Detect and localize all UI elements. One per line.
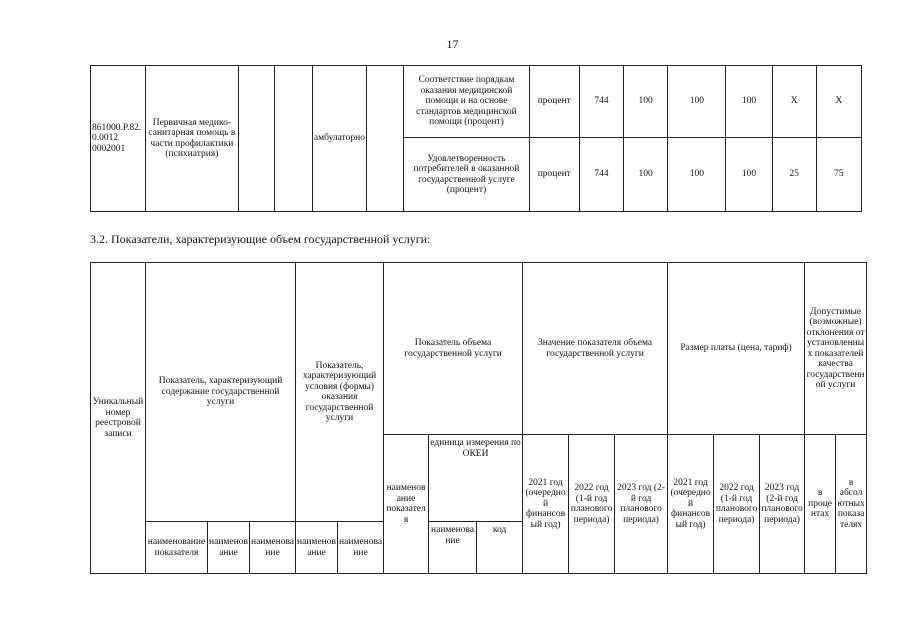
deviation-percent: X	[772, 66, 816, 138]
empty-cell	[274, 66, 312, 212]
sub-conditions-name-1: наименование	[296, 522, 338, 574]
value-2021: 100	[624, 138, 668, 212]
sub-unit-code: код	[477, 522, 523, 574]
sub-year-2023: 2023 год (2-й год планового периода)	[615, 435, 668, 574]
header-volume-value: Значение показателя объема государственной услуги	[523, 263, 668, 435]
value-2023: 100	[726, 138, 772, 212]
empty-cell	[367, 66, 404, 212]
value-2023: 100	[726, 66, 772, 138]
sub-price-2022: 2022 год (1-й год планового периода)	[714, 435, 760, 574]
sub-content-name-2: наименование	[208, 522, 250, 574]
sub-deviation-absolute: в абсолютных показателях	[836, 435, 867, 574]
sub-conditions-name-2: наименование	[338, 522, 384, 574]
header-conditions-indicator: Показатель, характеризующий условия (формы) оказания государственной услуги	[296, 263, 384, 522]
sub-unit-name: наименование	[429, 522, 477, 574]
sub-content-name-3: наименование	[250, 522, 296, 574]
sub-price-2021: 2021 год (очередной финансовый год)	[668, 435, 714, 574]
header-volume-indicator: Показатель объема государственной услуги	[384, 263, 523, 435]
indicator-unit: процент	[529, 66, 579, 138]
header-deviation: Допустимые (возможные) отклонения от установленных показателей качества государственной услуги	[805, 263, 867, 435]
value-2022: 100	[668, 138, 726, 212]
value-2021: 100	[624, 66, 668, 138]
indicator-okei: 744	[579, 138, 623, 212]
empty-cell	[238, 66, 274, 212]
sub-name-indicator: наименование показателя	[384, 435, 429, 574]
deviation-percent: 25	[772, 138, 816, 212]
header-unique-number: Уникальный номер реестровой записи	[91, 263, 146, 574]
header-content-indicator: Показатель, характеризующий содержание государственной услуги	[146, 263, 296, 522]
sub-year-2022: 2022 год (1-й год планового периода)	[569, 435, 615, 574]
indicator-name: Удовлетворенность потребителей в оказанной государственной услуге (процент)	[404, 138, 529, 212]
value-2022: 100	[668, 66, 726, 138]
quality-indicators-table	[90, 65, 862, 212]
deviation-absolute: 75	[816, 138, 861, 212]
service-form: амбулаторно	[312, 66, 366, 212]
header-price: Размер платы (цена, тариф)	[668, 263, 805, 435]
sub-content-name-1: наименование показателя	[146, 522, 208, 574]
sub-deviation-percent: в процентах	[805, 435, 836, 574]
sub-price-2023: 2023 год (2-й год планового периода)	[760, 435, 805, 574]
service-name: Первичная медико-санитарная помощь в части профилактики (психиатрия)	[146, 66, 238, 212]
volume-indicators-table	[90, 262, 867, 574]
section-heading: 3.2. Показатели, характеризующие объем государственной услуги:	[90, 232, 431, 246]
registry-code: 861000.Р.82.0.0012 0002001	[91, 66, 146, 212]
page-number: 17	[446, 37, 459, 51]
indicator-okei: 744	[579, 66, 623, 138]
sub-unit-okei: единица измерения по ОКЕИ	[429, 435, 523, 522]
indicator-name: Соответствие порядкам оказания медицинской помощи и на основе стандартов медицинской помощи (процент)	[404, 66, 529, 138]
deviation-absolute: X	[816, 66, 861, 138]
indicator-unit: процент	[529, 138, 579, 212]
sub-year-2021: 2021 год (очередной финансовый год)	[523, 435, 569, 574]
